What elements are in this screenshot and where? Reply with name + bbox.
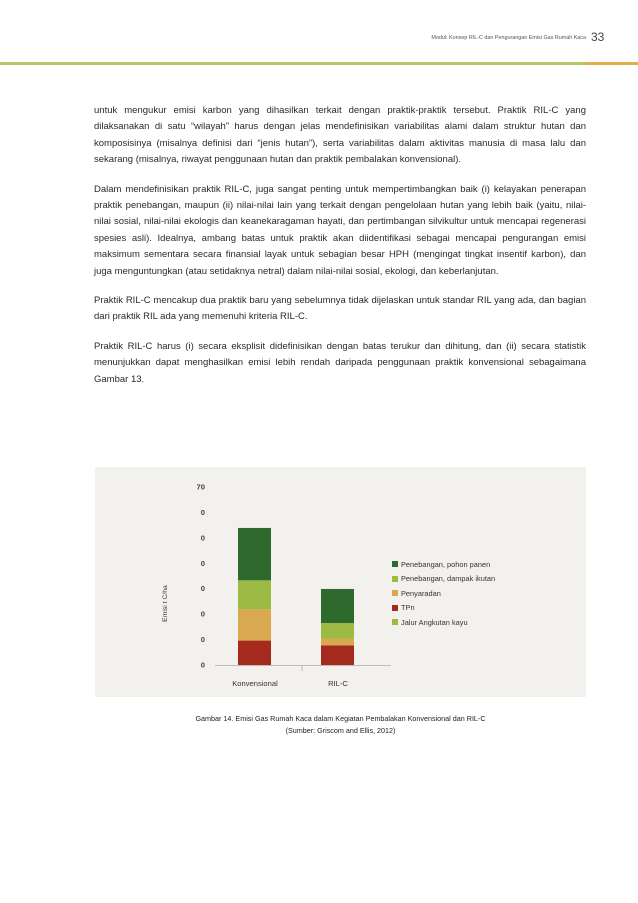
chart-legend — [392, 557, 495, 630]
legend-label: Penyaradan — [401, 588, 441, 598]
text-line: untuk mengukur emisi karbon yang dihasilkan terkait dengan praktik-praktik tersebut. Praktik RIL-C yang — [94, 105, 586, 116]
text-line: ekologi, dan keberlanjutan. — [384, 265, 499, 277]
bar-segment — [238, 609, 271, 640]
text-line: sebagaimana Gambar 13. — [94, 357, 586, 385]
y-axis-label: Emisi t C/ha — [161, 585, 169, 622]
legend-label: Penebangan, pohon panen — [401, 559, 491, 569]
x-category-label: Konvensional — [232, 679, 278, 688]
legend-item — [392, 557, 495, 572]
header-rule-green — [0, 62, 586, 65]
legend-item — [392, 586, 495, 601]
text-line: statistik menunjukkan dapat menghasilkan emisi lebih rendah daripada penggunaan praktik konvensional — [94, 340, 586, 369]
text-line: dilaksanakan di satu “wilayah” harus dengan jelas mendefinisikan variabilitas alami dalam struktur hutan dan — [94, 121, 586, 133]
y-tick-label: 0 — [200, 558, 205, 568]
bar-segment — [321, 623, 354, 639]
text-line: komposisinya (misalnya definisi dari “jenis hutan”), serta variabilitas dalam aktivitas manusia di masa lalu dan — [94, 137, 586, 149]
paragraph — [94, 339, 586, 388]
y-tick-label: 0 — [200, 635, 205, 645]
paragraph — [94, 293, 586, 326]
bar-segment — [238, 641, 271, 665]
text-line: Praktik RIL-C mencakup dua praktik baru yang sebelumnya tidak dijelaskan untuk standar RIL yang ada, dan — [94, 295, 555, 307]
legend-label: Penebangan, dampak ikutan — [401, 574, 496, 584]
bar-segment — [321, 589, 354, 623]
x-category-label: RIL-C — [328, 679, 348, 688]
paragraph — [94, 103, 586, 169]
bar-segment — [238, 528, 271, 580]
text-line: sekarang (misalnya, riwayat penggunaan hutan dan praktik pembalakan konvensional). — [94, 154, 462, 166]
figure-chart — [95, 467, 586, 697]
y-tick-label: 0 — [200, 507, 205, 517]
legend-swatch — [392, 590, 398, 596]
legend-swatch — [392, 576, 398, 582]
legend-item — [392, 615, 495, 630]
body-text — [94, 103, 586, 401]
y-tick-label: 0 — [200, 609, 205, 619]
bar-segment — [321, 639, 354, 646]
legend-swatch — [392, 619, 398, 625]
legend-swatch — [392, 561, 398, 567]
legend-label: TPn — [401, 603, 415, 613]
y-tick-label: 0 — [200, 584, 205, 594]
y-tick-label: 0 — [200, 660, 205, 670]
paragraph — [94, 182, 586, 280]
bar-segment — [321, 645, 354, 665]
running-header-title: Modul: Konsep RIL-C dan Pengurangan Emisi Gas Rumah Kaca — [431, 35, 586, 41]
text-line: penerapan praktik penebangan, maupun (ii) nilai-nilai lain yang terkait dengan pengelolaan hutan yang lebih — [94, 183, 586, 212]
text-line: untuk mencapai regenerasi spesies asli). Idealnya, ambang batas untuk praktik akan diidentifikasi sebagai — [94, 216, 587, 244]
y-tick-label: 0 — [200, 533, 205, 543]
page-number: 33 — [591, 30, 605, 44]
text-line: Dalam mendefinisikan praktik RIL-C, juga sangat penting untuk mempertimbangkan baik (i) kelayakan — [94, 183, 537, 195]
y-tick-label: 70 — [196, 482, 205, 492]
stacked-bar-chart — [95, 467, 586, 697]
text-line: (mengingat tingkat insentif karbon), dan juga menguntungkan (atau setidaknya netral) dalam nilai-nilai sosial, — [94, 249, 586, 277]
text-line: baik (yaitu, nilai-nilai sosial, nilai-nilai ekologis dan keanekaragaman hayati, dan pertimbangan silvikultur — [94, 200, 587, 228]
caption-title: Gambar 14. Emisi Gas Rumah Kaca dalam Kegiatan Pembalakan Konvensional dan RIL-C — [195, 714, 486, 723]
legend-label: Jalur Angkutan kayu — [401, 617, 468, 627]
caption-source: (Sumber: Griscom and Ellis, 2012) — [285, 726, 396, 735]
figure-caption — [95, 713, 586, 737]
legend-item — [392, 572, 495, 587]
legend-item — [392, 601, 495, 616]
bar-segment — [238, 580, 271, 609]
legend-swatch — [392, 605, 398, 611]
text-line: Praktik RIL-C harus (i) secara eksplisit didefinisikan dengan batas terukur dan dihitung, dan (ii) secara — [94, 340, 550, 352]
header-rule-orange — [586, 62, 638, 65]
text-line: bagian dari praktik RIL ada yang memenuhi kriteria RIL-C. — [94, 295, 587, 323]
text-line: mencapai pengurangan emisi maksimum sementara secara finansial layak untuk sebagian besar HPH — [94, 232, 587, 261]
